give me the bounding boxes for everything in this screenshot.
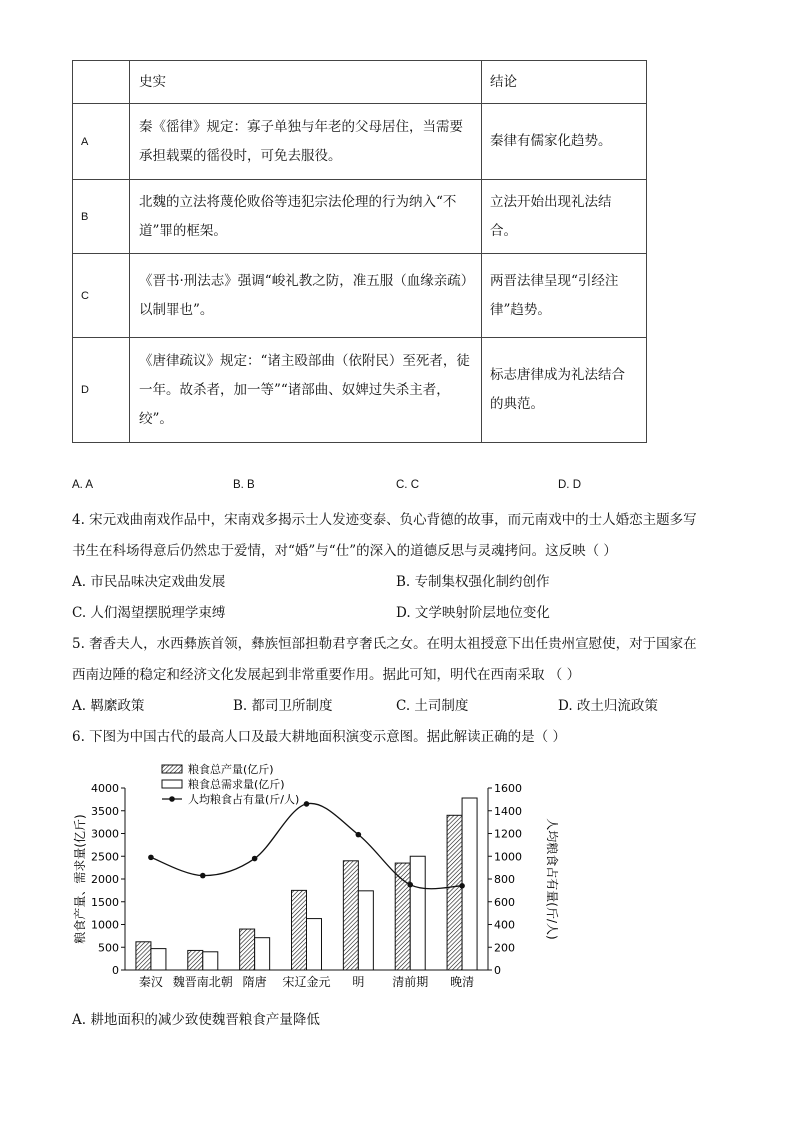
q3-option-c[interactable]: C. C [396,479,419,491]
per-capita-point [304,801,310,807]
x-tick-label: 晚清 [450,975,475,989]
bar-production [292,890,307,970]
right-tick-label: 400 [494,918,515,932]
per-capita-point [200,873,206,879]
left-tick-label: 4000 [91,782,119,795]
bar-production [188,950,203,970]
table-row [73,104,647,180]
right-axis-title: 人均粮食占有量(斤/人) [545,818,559,940]
x-tick-label: 明 [352,975,365,989]
bar-demand [462,798,477,970]
table-row [73,254,647,338]
per-capita-point [148,855,154,861]
q3-option-b[interactable]: B. B [233,479,255,491]
bar-demand [203,952,218,970]
q5-option-c[interactable]: C. 土司制度 [396,698,469,714]
table-row [73,180,647,254]
q6-stem: 6. 下图为中国古代的最高人口及最大耕地面积演变示意图。据此解读正确的是（ ） [72,729,566,745]
q3-option-a[interactable]: A. A [72,479,94,491]
bar-production [136,942,151,970]
row-label: A [73,104,130,180]
right-tick-label: 1600 [494,782,522,795]
per-capita-point [252,856,258,862]
x-tick-label: 秦汉 [138,975,163,989]
left-tick-label: 500 [98,941,119,955]
left-tick-label: 1000 [91,918,119,932]
bar-production [240,929,255,970]
table-header-blank [73,61,130,104]
row-fact: 秦《徭律》规定：寡子单独与年老的父母居住，当需要承担载粟的徭役时，可免去服役。 [130,104,482,180]
left-axis-title: 粮食产量、需求量(亿斤) [73,814,87,944]
q4-option-c[interactable]: C. 人们渴望摆脱理学束缚 [72,605,226,621]
right-tick-label: 1200 [494,827,522,841]
q5-stem-line2: 西南边陲的稳定和经济文化发展起到非常重要作用。据此可知，明代在西南采取 （ ） [72,667,581,683]
q5-option-a[interactable]: A. 羁縻政策 [72,698,145,714]
bar-demand [307,919,322,970]
left-tick-label: 2000 [91,873,119,886]
row-fact: 北魏的立法将蔑伦败俗等违犯宗法伦理的行为纳入“不道”罪的框架。 [130,180,482,254]
legend-label-production: 粮食总产量(亿斤) [188,763,274,776]
right-tick-label: 600 [494,895,515,909]
right-tick-label: 800 [494,873,515,886]
right-tick-label: 1000 [494,850,522,864]
left-tick-label: 0 [112,964,119,977]
table-header-row [73,61,647,104]
row-label: D [73,338,130,443]
q4-option-a[interactable]: A. 市民品味决定戏曲发展 [72,574,226,590]
right-tick-label: 200 [494,941,515,955]
per-capita-point [459,883,465,889]
left-tick-label: 2500 [91,850,119,864]
bar-production [343,861,358,970]
x-tick-label: 宋辽金元 [282,975,331,989]
x-tick-label: 隋唐 [242,975,267,989]
bar-demand [358,891,373,970]
q5-option-b[interactable]: B. 都司卫所制度 [233,698,333,714]
q4-option-d[interactable]: D. 文学映射阶层地位变化 [396,605,550,621]
table-row [73,338,647,443]
legend-swatch-point [169,796,175,802]
row-fact: 《晋书·刑法志》强调“峻礼教之防，准五服（血缘亲疏）以制罪也”。 [130,254,482,338]
q4-stem-line2: 书生在科场得意后仍然忠于爱情，对“婚”与“仕”的深入的道德反思与灵魂拷问。这反映（ ） [72,543,617,559]
x-tick-label: 魏晋南北朝 [172,975,233,989]
bar-production [447,815,462,970]
q4-option-b[interactable]: B. 专制集权强化制约创作 [396,574,550,590]
table-header-conclusion: 结论 [482,61,647,104]
left-tick-label: 3000 [91,827,119,841]
right-tick-label: 0 [494,964,501,977]
q5-stem-line1: 5. 奢香夫人，水西彝族首领，彝族恒部担勒君亨奢氏之女。在明太祖授意下出任贵州宣慰使，对于国家在 [72,636,697,652]
q4-stem-line1: 4. 宋元戏曲南戏作品中，宋南戏多揭示士人发迹变泰、负心背德的故事，而元南戏中的士人婚恋主题多写 [72,512,697,528]
right-tick-label: 1400 [494,804,522,818]
per-capita-point [356,832,362,838]
row-label: B [73,180,130,254]
row-conclusion: 标志唐律成为礼法结合的典范。 [482,338,647,443]
row-fact: 《唐律疏议》规定：“诸主殴部曲（依附民）至死者，徒一年。故杀者，加一等”“诸部曲、奴婢过失杀主者，绞”。 [130,338,482,443]
bar-demand [255,938,270,970]
legend-swatch-production [162,765,182,773]
bar-demand [151,949,166,970]
left-tick-label: 1500 [91,895,119,909]
row-label: C [73,254,130,338]
legend-label-demand: 粮食总需求量(亿斤) [188,778,285,791]
per-capita-point [407,882,413,888]
left-tick-label: 3500 [91,804,119,818]
comparison-table [72,60,647,443]
q5-option-d[interactable]: D. 改土归流政策 [558,698,658,714]
legend-label-per-capita: 人均粮食占有量(斤/人) [188,793,300,806]
row-conclusion: 两晋法律呈现“引经注律”趋势。 [482,254,647,338]
bar-demand [410,856,425,970]
row-conclusion: 立法开始出现礼法结合。 [482,180,647,254]
q6-option-a[interactable]: A. 耕地面积的减少致使魏晋粮食产量降低 [72,1012,320,1028]
grain-chart [70,762,560,994]
legend-swatch-demand [162,780,182,788]
table-header-fact: 史实 [130,61,482,104]
q3-option-d[interactable]: D. D [558,479,581,491]
x-tick-label: 清前期 [392,975,429,989]
row-conclusion: 秦律有儒家化趋势。 [482,104,647,180]
